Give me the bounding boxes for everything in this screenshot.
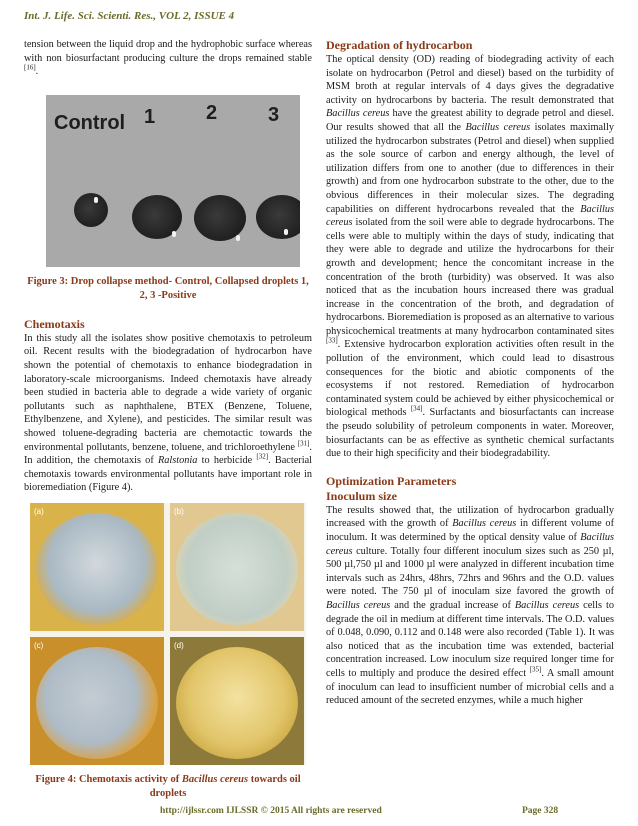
degradation-heading: Degradation of hydrocarbon	[326, 38, 473, 52]
species-name: Bacillus cereus	[326, 532, 614, 557]
journal-header: Int. J. Life. Sci. Scienti. Res., VOL 2, ISSUE 4	[24, 10, 235, 22]
inoculum-paragraph	[326, 504, 614, 708]
figure-3-image	[46, 95, 300, 267]
left-column	[24, 38, 312, 801]
species-name: Bacillus cereus	[326, 599, 391, 611]
droplet-highlight	[94, 197, 98, 203]
text: The results showed that, the utilization of hydrocarbon gradually increased with the growth of	[326, 504, 614, 530]
text: in different volume of inoculum. It was determined by the optical density value of	[326, 518, 615, 543]
species-name: Bacillus cereus	[465, 121, 531, 133]
text: cells to degrade the oil in medium at different time intervals. The O.D. values of 0.048, 0.090, 0.112 and 0.148 were also recorded (Table 1). It was also noticed that as the incubation time was extended, bacterial concentration increased. Low inoculum size required longer time for cells to multiply and produce the desired effect	[326, 599, 615, 679]
text: The optical density (OD) reading of biodegrading activity of each isolate on hydrocarbon (Petrol and diesel) based on the turbidity of MSM broth at regular intervals of 4 days gives the degradative activity on hydrocarbons by bacteria. The result demonstrated that	[326, 54, 614, 106]
figure-3-label-2: 2	[206, 101, 218, 124]
collapsed-droplet-3	[256, 195, 300, 239]
figure-4-caption	[24, 773, 312, 801]
citation: [16]	[24, 63, 36, 72]
figure-4-image	[30, 503, 306, 765]
species-name: Bacillus cereus	[514, 599, 580, 611]
species-name: Bacillus cereus	[181, 773, 249, 785]
degradation-paragraph	[326, 53, 614, 461]
figure-3-caption: Figure 3: Drop collapse method- Control, Collapsed droplets 1, 2, 3 -Positive	[27, 275, 309, 301]
text: and the gradual increase of	[390, 599, 515, 611]
footer-copyright: http://ijlssr.com IJLSSR © 2015 All rights are reserved	[160, 806, 382, 816]
page-number: Page 328	[522, 806, 559, 816]
plate-d	[170, 637, 304, 765]
text: isolates maximally utilized the hydrocarbon substrates (Petrol and diesel) when supplied as the sole source of carbon and energy although, the level of utilization differs from one to another (due to differences in their growth) and from one hydrocarbon substrate to the other, due to the obvious differences in their molecular sizes. The degrading capabilities on different hydrocarbons revealed that the	[326, 121, 614, 215]
droplet-highlight	[236, 235, 240, 241]
citation: [34]	[410, 405, 423, 414]
plate-b	[170, 503, 304, 631]
intro-paragraph: tension between the liquid drop and the hydrophobic surface whereas with non biosurfactant producing culture the drops remained stable [16].	[24, 39, 312, 78]
chemotaxis-paragraph	[24, 332, 312, 495]
text: . A small amount of inoculum can lead to insufficient number of microbial cells and a reduced amount of the secreted enzymes, while a much higher	[326, 667, 614, 707]
text: to herbicide	[197, 455, 257, 467]
text: . Bacterial chemotaxis towards environmental pollutants have important role in bioremediation (Figure 4).	[24, 455, 312, 494]
figure-3-label-1: 1	[144, 105, 156, 128]
collapsed-droplet-2	[194, 195, 246, 241]
species-name: Bacillus cereus	[452, 518, 517, 530]
figure-3-label-control: Control	[54, 111, 126, 134]
intro-text: tension between the liquid drop and the hydrophobic surface whereas with non biosurfactant producing culture the drops remained stable	[24, 39, 312, 64]
citation: [32]	[256, 452, 269, 461]
panel-label: (c)	[34, 640, 44, 650]
text: have the greatest ability to degrade petrol and diesel. Our results showed that all the	[326, 108, 614, 133]
right-column	[326, 38, 614, 708]
citation: [35]	[529, 665, 542, 674]
species-name: Ralstonia	[157, 455, 198, 467]
optimization-heading: Optimization Parameters	[326, 473, 457, 488]
text: towards oil droplets	[149, 773, 301, 799]
control-droplet	[74, 193, 108, 227]
text: . Surfactants and biosurfactants can increase the pseudo solubility of petroleum components in water. Moreover, biosurfactants can be as effective as synthetic chemical surfactants due to their high specificity and their biodegradability.	[326, 407, 614, 460]
text: . Extensive hydrocarbon exploration activities often result in the pollution of the environment, which could lead to disastrous consequences for the biotic and abiotic components of the ecosystems if not restored. Remediation of hydrocarbon contaminated system could be achieved by either physicochemical or biological methods	[326, 339, 614, 419]
species-name: Bacillus cereus	[326, 203, 614, 229]
droplet-highlight	[284, 229, 288, 235]
text: In this study all the isolates show positive chemotaxis to petroleum oil. Recent results with the biodegradation of hydrocarbon have shown the potential of chemotaxis to enhance biodegradation in laboratory-scale microorganisms. Indeed chemotaxis have already been studied in bacteria able to degrade a wide variety of organic pollutants such as naphthalene, BTEX (Benzene, Toluene, Ethylbenzene, and Xylene), and pesticides. The similar result was showed toluene-degrading bacteria are chemotactic towards the environmental pollutants, benzene, toluene, and trichloroethylene	[24, 332, 312, 453]
text: Figure 4: Chemotaxis activity of	[35, 773, 182, 785]
figure-3-label-3: 3	[268, 103, 280, 126]
droplet-highlight	[172, 231, 176, 237]
inoculum-heading: Inoculum size	[326, 488, 398, 503]
chemotaxis-heading: Chemotaxis	[24, 316, 85, 331]
species-name: Bacillus cereus	[326, 108, 390, 120]
plate-a	[30, 503, 164, 631]
panel-label: (b)	[174, 506, 184, 516]
text: isolated from the soil were able to degrade hydrocarbons. The cells were able to multiply within the days of study, indicating that they were able to degrade and utilize the hydrocarbons for their growth and development; hence the concomitant increase in the concentration of the broth (turbidity) was observed. It was also noticed that as the incubation hours increased there was gradual increase in the concentration of the broth, and degradation of hydrocarbons. Bioremediation is proposed as an alternative to various physicochemical treatments at many hydrocarbon contaminated sites	[326, 217, 614, 337]
citation: [33]	[326, 337, 338, 346]
panel-label: (a)	[34, 506, 44, 516]
text: culture. Totally four different inoculum sizes such as 250 µl, 500 µl,750 µl and 1000 µl were analyzed in different incubation time intervals such as 24hrs, 48hrs, 72hrs and 96hrs and the O.D. values were noted. The 750 µl of inoculam size favored the growth of	[326, 545, 614, 598]
plate-c	[30, 637, 164, 765]
text: . In addition, the chemotaxis of	[24, 441, 312, 467]
panel-label: (d)	[174, 640, 184, 650]
citation: [31]	[297, 439, 310, 448]
